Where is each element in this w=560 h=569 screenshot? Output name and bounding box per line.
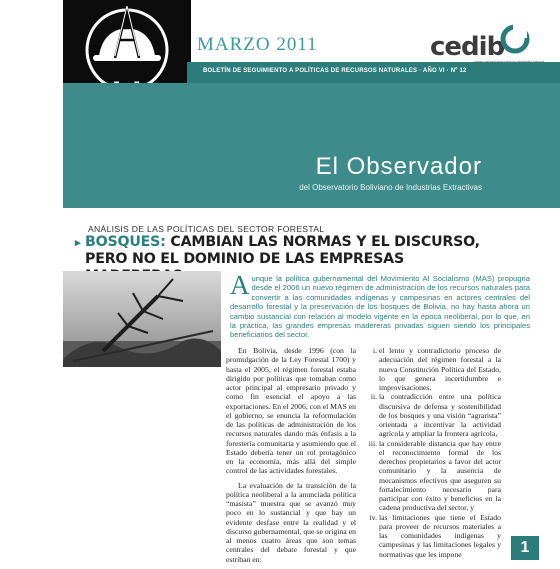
- list-item: iv. las limitaciones que tiene el Estado para proveer de recursos materiales a las comunidades indígenas y campesinas y las limitaciones legales y normativas que les impone: [379, 513, 501, 559]
- issue-month: MARZO 2011: [197, 34, 318, 55]
- lead-text: unque la política gubernamental del Movimiento Al Socialismo (MAS) propugna desde el 2006 un nuevo régimen de administración de los recursos naturales para convertir a las comunidades indígenas y campesinas en actores centrales del desarrollo forestal y la preservación de los bosques de Bolivia, no hay hasta ahora un cambio sustancial con relación al modelo vigente en la época neoliberal, por lo que, en la práctica, las grandes empresas madereras privadas siguen siendo los principales beneficiarios del sector.: [230, 274, 530, 340]
- lead-dropcap: A: [230, 270, 250, 300]
- bulletin-bar: [187, 62, 560, 83]
- dead-tree-photo: [63, 271, 221, 367]
- headline-rest: CAMBIAN LAS NORMAS Y EL DISCURSO, PERO NO EL DOMINIO DE LAS EMPRESAS: [85, 234, 480, 267]
- article-kicker: ANÁLISIS DE LAS POLÍTICAS DEL SECTOR FORESTAL: [88, 224, 325, 234]
- body-paragraph: La evaluación de la transición de la política neoliberal a la anunciada política “masista” muestra que se avanzó muy poco en lo sustancial y que hay un evidente desfase entre la realidad y el discurso gubernamental, que se origina en al menos cuatro áreas que son temas centrales del debate forestal y que estriban en:: [226, 480, 356, 564]
- article-lead: [230, 270, 530, 340]
- body-column-2: [367, 346, 501, 559]
- cedib-mark-icon: [500, 24, 530, 54]
- bulletin-text: BOLETÍN DE SEGUIMIENTO A POLÍTICAS DE RECURSOS NATURALES · AÑO VI · Nº 12: [203, 68, 467, 74]
- list-item: iii. la considerable distancia que hay entre el reconocimiento formal de los derechos propietarios a favor del actor comunitario y la ausencia de mecanismos efectivos que aseguren su fortalecimiento necesario para participar con éxito y beneficios en la cadena productiva del sector, y: [379, 439, 501, 513]
- masthead-subtitle: del Observatorio Boliviano de Industrias Extractivas: [299, 183, 482, 192]
- arrow-bullet-icon: ▸: [75, 237, 81, 249]
- headline-lead: BOSQUES:: [85, 234, 166, 250]
- body-column-1: [226, 346, 356, 569]
- body-paragraph: En Bolivia, desde 1996 (con la promulgación de la Ley Forestal 1700) y hasta el 2005, el régimen forestal estaba dirigido por políticas que tomaban como actor principal al empresario privado y como fin esencial el apoyo a las exportaciones. En el 2006, con el MAS en el gobierno, se enuncia la reformulación de las políticas de administración de los recursos naturales dando más énfasis a la forestería comunitaria y asumiendo que el Estado debería tener un rol protagónico en la economía, más allá del simple control de las actividades forestales.: [226, 346, 357, 476]
- page-number: 1: [511, 536, 539, 560]
- masthead-panel: [63, 83, 560, 208]
- masthead-title: El Observador: [315, 153, 482, 180]
- list-item: ii. la contradicción entre una política discursiva de defensa y sostenibilidad de los bosques y una visión “agrarista” orientada a incentivar la actividad agrícola y ampliar la frontera agrícola,: [379, 392, 501, 438]
- list-item: i. el lento y contradictorio proceso de adecuación del régimen forestal a la nueva Constitución Política del Estado, lo que genera incertidumbre e improvisaciones,: [379, 346, 501, 392]
- cedib-wordmark: cedib: [430, 32, 505, 62]
